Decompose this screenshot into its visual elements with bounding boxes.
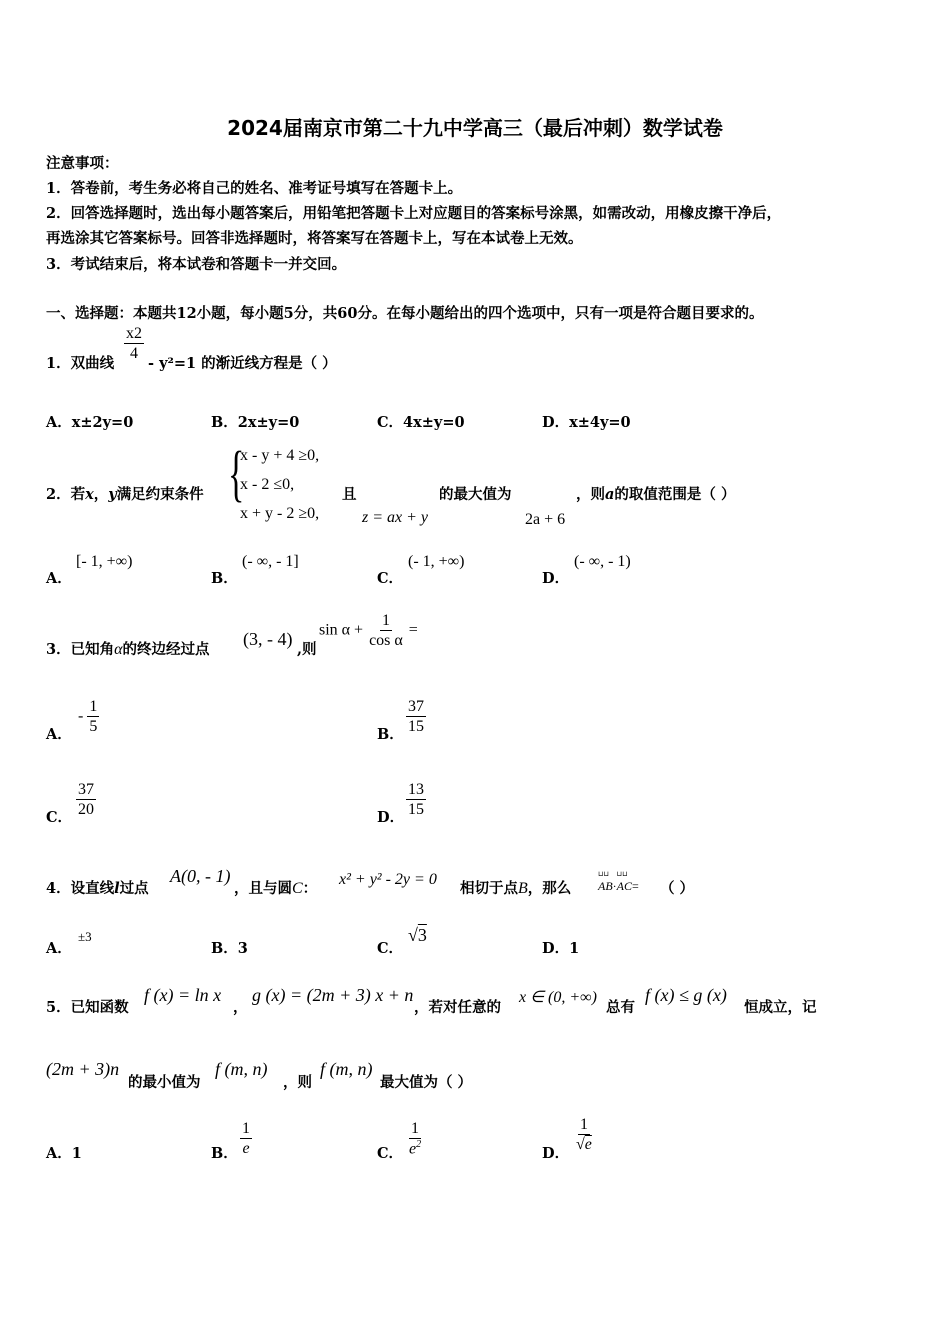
q5-text1: ，若对任意的	[414, 999, 501, 1016]
q2-objective: z = ax + y	[362, 509, 429, 526]
q4-label-a: A．	[46, 940, 72, 957]
q5-option-d	[574, 1115, 594, 1154]
q4-text5: ，那么	[527, 880, 572, 897]
q3-label-b: B．	[377, 726, 404, 743]
q5-d-den: e	[584, 1136, 592, 1154]
q5-text3: 恒成立，记	[744, 999, 817, 1016]
q3-expr-eq: =	[408, 621, 418, 639]
q1-option-b: B．2x±y=0	[211, 414, 300, 431]
q5-label-c: C．	[377, 1145, 404, 1162]
q2-var-y: y	[108, 486, 117, 503]
q5-option-b	[240, 1119, 252, 1158]
q4-option-c: √3	[408, 925, 427, 945]
q4-label-c: C．	[377, 940, 404, 957]
q3-c-num: 37	[76, 780, 96, 800]
q4-option-b: B．3	[211, 940, 248, 957]
q5-c-den-wrap	[407, 1139, 423, 1159]
q5-label-b: B．	[211, 1145, 238, 1162]
q2-and: 且	[342, 486, 357, 503]
q2-text3	[576, 483, 735, 504]
q2-text1: 满足约束条件	[116, 486, 204, 503]
note-item: 3．考试结束后，将本试卷和答题卡一并交回。	[46, 256, 347, 273]
q4-prefix	[46, 877, 149, 898]
q2-constraint-3: x + y - 2 ≥0,	[240, 505, 320, 522]
q5-c-num: 1	[409, 1119, 421, 1139]
q2-constraint-1: x - y + 4 ≥0,	[240, 447, 320, 464]
q3-point: (3, - 4)	[243, 629, 293, 649]
q3-prefix	[46, 638, 210, 659]
q2-text2: 的最大值为	[439, 486, 512, 503]
q2-var-a: a	[605, 486, 615, 503]
q3-d-num: 13	[406, 780, 426, 800]
q4-text2-text: ，且与圆	[234, 880, 292, 897]
q3-b-num: 37	[406, 697, 426, 717]
q3-text1: 的终边经过点	[122, 641, 210, 658]
q4-dot: ·	[612, 879, 617, 893]
q4-var-b: B	[518, 880, 528, 897]
q5-text6: 最大值为（ ）	[380, 1074, 473, 1091]
q2-prefix	[46, 483, 204, 504]
q2-option-b: (- ∞, - 1]	[242, 553, 299, 570]
q2-brace: {	[228, 440, 245, 508]
q2-option-a: [- 1, +∞)	[76, 553, 133, 570]
q3-label-d: D．	[377, 809, 405, 826]
q4-text2	[234, 877, 317, 898]
note-item: 2．回答选择题时，选出每小题答案后，用铅笔把答题卡上对应题目的答案标号涂黑，如需改动，用橡皮擦干净后，	[46, 205, 782, 222]
q2-label-b: B．	[211, 570, 238, 587]
q3-option-b	[406, 697, 426, 736]
q2-label-a: A．	[46, 570, 72, 587]
q3-label-a: A．	[46, 726, 72, 743]
q5-option-c	[407, 1119, 423, 1159]
q4-var-c: C	[292, 880, 303, 897]
q5-fmn2: f (m, n)	[320, 1059, 373, 1079]
q1-frac-den: 4	[130, 345, 138, 363]
q5-f-def: f (x) = ln x	[144, 985, 222, 1005]
q3-label-c: C．	[46, 809, 73, 826]
q5-b-den: e	[242, 1140, 250, 1158]
q2-label-c: C．	[377, 570, 404, 587]
q3-alpha: α	[114, 641, 123, 658]
q3-c-den: 20	[78, 801, 94, 819]
q2-option-c: (- 1, +∞)	[408, 553, 465, 570]
section-heading: 一、选择题：本题共12小题，每小题5分，共60分。在每小题给出的四个选项中，只有一项是符合题目要求的。	[46, 305, 764, 322]
q2-sep: ，	[93, 486, 109, 503]
q3-expression	[319, 611, 418, 650]
notes-heading: 注意事项：	[46, 155, 119, 172]
q1-option-d: D．x±4y=0	[542, 414, 631, 431]
q5-fmn: f (m, n)	[215, 1059, 268, 1079]
q3-text2: ,则	[297, 641, 317, 658]
q2-option-d: (- ∞, - 1)	[574, 553, 631, 570]
q4-point-a: A(0, - 1)	[170, 866, 231, 886]
q2-label-d: D．	[542, 570, 570, 587]
q4-text4-text: 相切于点	[460, 880, 518, 897]
q5-c-den-sup: 2	[416, 1139, 422, 1151]
q4-eq: =	[632, 879, 639, 893]
q3-a-den: 5	[89, 718, 98, 736]
page-title: 2024届南京市第二十九中学高三（最后冲刺）数学试卷	[227, 116, 723, 140]
q5-c-den: e	[409, 1140, 417, 1158]
q5-d-den-wrap: √e	[576, 1136, 592, 1154]
q3-expr-sin: sin α +	[319, 621, 364, 639]
q5-text5: ，则	[283, 1074, 312, 1091]
note-item: 1．答卷前，考生务必将自己的姓名、准考证号填写在答题卡上。	[46, 180, 463, 197]
q4-option-d: D．1	[542, 940, 580, 957]
q3-option-d	[406, 780, 426, 819]
q5-b-num: 1	[240, 1119, 252, 1139]
q1-prefix: 1．双曲线	[46, 355, 115, 372]
q2-constraint-2: x - 2 ≤0,	[240, 476, 295, 493]
q1-option-a: A．x±2y=0	[46, 414, 134, 431]
q4-option-a: ±3	[78, 929, 92, 944]
q4-dot-product	[598, 879, 639, 894]
q1-option-c: C．4x±y=0	[377, 414, 465, 431]
q3-expr-den: cos α	[369, 632, 403, 650]
q4-text1: 过点	[119, 880, 149, 897]
q4-circle: x² + y² - 2y = 0	[339, 871, 437, 888]
q1-fraction	[124, 324, 144, 363]
q4-c-radicand: 3	[417, 925, 427, 945]
q4-vec-ac: ⊔⊔ AC	[617, 879, 632, 894]
q3-expr-num: 1	[380, 611, 392, 631]
q5-sep1: ，	[233, 999, 248, 1016]
q2-text4: 的取值范围是（ ）	[614, 486, 736, 503]
q2-var-x: x	[85, 486, 94, 503]
q1-frac-num: x2	[124, 324, 144, 344]
q5-label-d: D．	[542, 1145, 570, 1162]
q3-a-num: 1	[87, 697, 99, 717]
q5-g-def: g (x) = (2m + 3) x + n	[252, 985, 414, 1005]
q2-maxval: 2a + 6	[525, 511, 566, 528]
q4-text3: ：	[302, 880, 318, 897]
q2-prefix-text: 2．若	[46, 486, 86, 503]
q5-expr: (2m + 3)n	[46, 1059, 120, 1079]
q4-vec-ab: ⊔⊔ AB	[598, 879, 613, 894]
note-item: 再选涂其它答案标号。回答非选择题时，将答案写在答题卡上，写在本试卷上无效。	[46, 230, 583, 247]
q3-prefix-text: 3．已知角	[46, 641, 115, 658]
q5-text2: 总有	[606, 999, 635, 1016]
q4-text4	[460, 877, 571, 898]
q5-d-num: 1	[578, 1115, 590, 1135]
q4-prefix-text: 4．设直线	[46, 880, 115, 897]
q3-option-c	[76, 780, 96, 819]
q5-option-a: A．1	[46, 1145, 82, 1162]
q3-a-sign: -	[78, 707, 84, 725]
q4-text6: （ ）	[660, 880, 695, 897]
q3-option-a	[78, 697, 99, 736]
q5-text4: 的最小值为	[128, 1074, 201, 1091]
q2-text3-text: ，则	[576, 486, 605, 503]
q3-b-den: 15	[408, 718, 424, 736]
q1-suffix: - y²=1 的渐近线方程是（ ）	[148, 355, 337, 372]
q5-ineq: f (x) ≤ g (x)	[645, 985, 727, 1005]
q3-d-den: 15	[408, 801, 424, 819]
q4-var-l: l	[114, 880, 120, 897]
q5-domain: x ∈ (0, +∞)	[519, 989, 597, 1006]
q5-prefix: 5．已知函数	[46, 999, 129, 1016]
